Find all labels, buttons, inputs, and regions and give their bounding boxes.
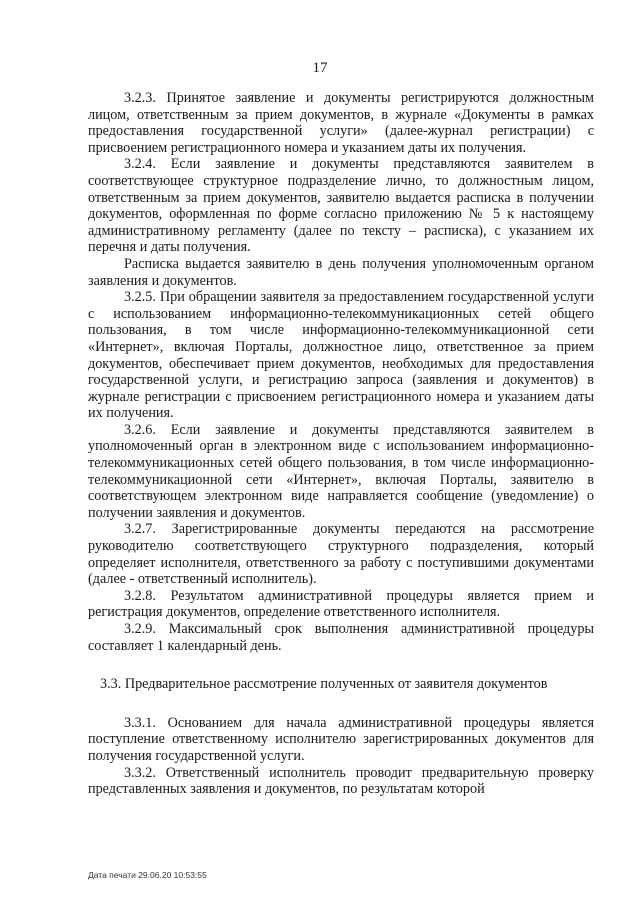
paragraph-3-2-7: 3.2.7. Зарегистрированные документы передаются на рассмотрение руководителю соответствующего структурного подразделения, который определяет исполнителя, ответственного за работу с поступившими документами (далее - ответственный исполнитель).: [88, 521, 594, 588]
paragraph-3-2-4: 3.2.4. Если заявление и документы представляются заявителем в соответствующее структурное подразделение лично, то должностным лицом, ответственным за прием документов, заявителю выдается расписка в получении документов, оформленная по форме согласно приложению № 5 к настоящему административному регламенту (далее по тексту – расписка), с указанием их перечня и даты получения.: [88, 156, 594, 256]
paragraph-3-2-8: 3.2.8. Результатом административной процедуры является прием и регистрация документов, определение ответственного исполнителя.: [88, 587, 594, 621]
paragraph-3-3-1: 3.3.1. Основанием для начала административной процедуры является поступление ответственному исполнителю зарегистрированных документов для получения государственной услуги.: [88, 714, 594, 764]
paragraph-3-2-5: 3.2.5. При обращении заявителя за предоставлением государственной услуги с использованием информационно-телекоммуникационных сетей общего пользования, в том числе информационно-телекоммуникационной сети «Интернет», включая Порталы, должностное лицо, ответственное за прием документов, обеспечивает прием документов, необходимых для предоставления государственной услуги, и регистрацию запроса (заявления и документов) в журнале регистрации с присвоением регистрационного номера и указанием даты их получения.: [88, 289, 594, 422]
document-body: [88, 90, 594, 798]
paragraph-3-3-2: 3.3.2. Ответственный исполнитель проводит предварительную проверку представленных заявления и документов, по результатам которой: [88, 764, 594, 798]
paragraph-receipt: Расписка выдается заявителю в день получения уполномоченным органом заявления и документов.: [88, 255, 594, 289]
paragraph-3-2-6: 3.2.6. Если заявление и документы представляются заявителем в уполномоченный орган в электронном виде с использованием информационно-телекоммуникационных сетей общего пользования, в том числе информационно-телекоммуникационной сети «Интернет», включая Порталы, заявителю в соответствующем электронном виде направляется сообщение (уведомление) о получении заявления и документов.: [88, 421, 594, 521]
section-heading: 3.3. Предварительное рассмотрение полученных от заявителя документов: [100, 676, 548, 693]
page-number: 17: [312, 60, 328, 76]
paragraph-3-2-3: 3.2.3. Принятое заявление и документы регистрируются должностным лицом, ответственным за прием документов, в журнале «Документы в рамках предоставления государственной услуги» (далее-журнал регистрации) с присвоением регистрационного номера и указанием даты их получения.: [88, 90, 594, 156]
print-date-footer: Дата печати 29.06.20 10:53:55: [88, 870, 207, 880]
paragraph-3-2-9: 3.2.9. Максимальный срок выполнения административной процедуры составляет 1 календарный день.: [88, 621, 594, 654]
